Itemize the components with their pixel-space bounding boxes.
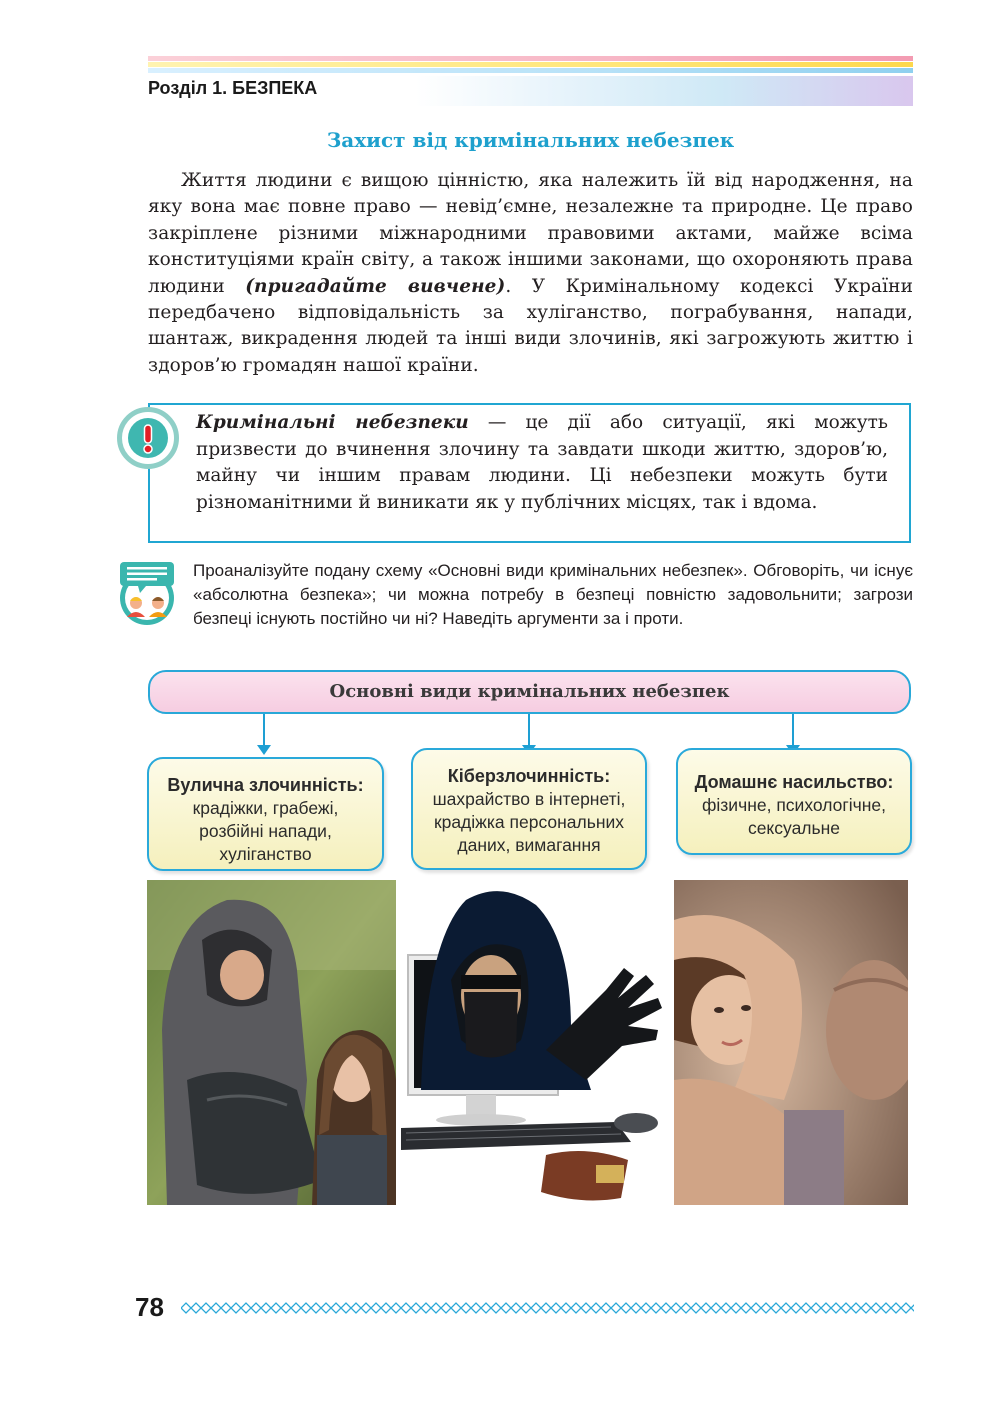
category-domestic-violence (676, 748, 912, 855)
category-description: фізичне, психологічне, сексуальне (702, 795, 887, 838)
footer-ornament (181, 1300, 914, 1314)
definition-text (196, 410, 888, 516)
domestic-violence-photo (674, 880, 908, 1205)
scheme-title: Основні види кримінальних небезпек (148, 670, 911, 714)
intro-emphasis: (пригадайте вивчене) (245, 275, 506, 297)
intro-text-after: . У Кримінальному кодексі України передбачено відповідальність за хуліганство, пограбування, напади, шантаж, викрадення людей та інші види злочинів, які загрожують життю і здоров’ю громадян нашої країни. (148, 275, 913, 376)
intro-text-before: Життя людини є вищою цінністю, яка належить їй від народження, на яку вона має повне право — невід’ємне, незалежне та природне. Це право закріплене різними міжнародними правовими актами, майже всіма конституціями країн світу, а також іншими законами, що охороняють права людини (148, 170, 913, 297)
scheme-arrow-right (792, 714, 794, 746)
category-description: крадіжки, грабежі, розбійні напади, хуліганство (192, 798, 339, 864)
header-stripe-yellow (148, 62, 913, 67)
intro-paragraph (148, 168, 913, 379)
scheme-arrow-left (263, 714, 265, 746)
definition-term: Кримінальні небезпеки (196, 412, 469, 433)
category-street-crime (147, 757, 384, 871)
category-title: Вулична злочинність: (167, 775, 364, 795)
header-stripe-blue (148, 68, 913, 73)
page-number: 78 (135, 1292, 164, 1322)
discussion-text: Проаналізуйте подану схему «Основні види кримінальних небезпек». Обговоріть, чи існує «абсолютна безпека»; чи можна потребу в безпеці повністю задовольнити; загрози безпеці існують постійно чи ні? Наведіть аргументи за і проти. (193, 561, 913, 629)
exclamation-icon (117, 407, 179, 469)
category-title: Домашнє насильство: (694, 772, 894, 792)
header-stripe-pink (148, 56, 913, 61)
category-title: Кіберзлочинність: (447, 766, 611, 786)
street-crime-photo (147, 880, 396, 1205)
page-title: Захист від кримінальних небезпек (326, 128, 735, 152)
category-description: шахрайство в інтернеті, крадіжка персональних даних, вимагання (432, 789, 626, 855)
section-label: Розділ 1. БЕЗПЕКА (148, 78, 318, 98)
category-cybercrime (411, 748, 647, 870)
discussion-icon (116, 560, 178, 626)
definition-body: — це дії або ситуації, які можуть призвести до вчинення злочину та завдати шкоди життю, здоров’ю, майну чи іншим правам людини. Ці небезпеки можуть бути різноманітними й виникати як у публічних місцях, так і вдома. (196, 412, 888, 513)
scheme-arrow-center (528, 714, 530, 746)
cybercrime-photo (396, 880, 671, 1205)
